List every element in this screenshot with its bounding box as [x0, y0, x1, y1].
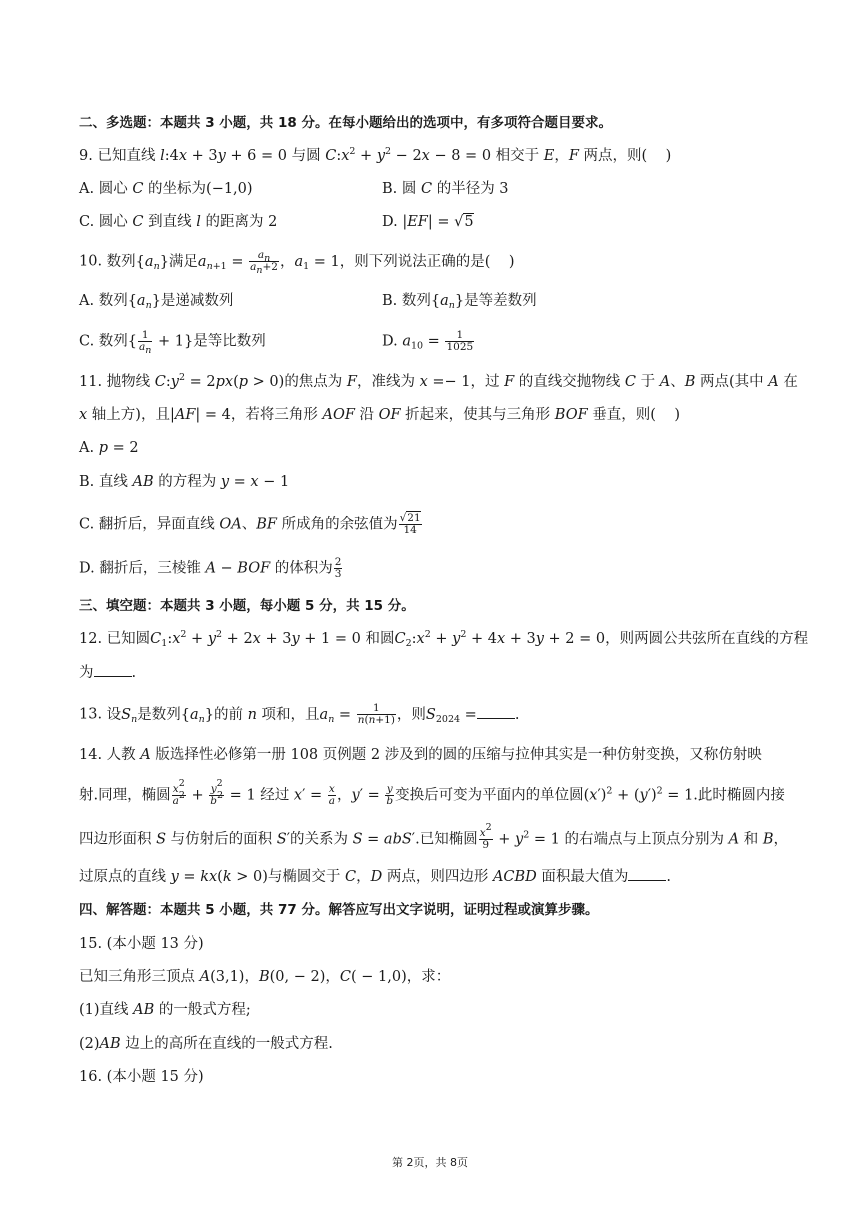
question-15-stem: 已知三角形三顶点 A(3,1)，B(0, − 2)，C( − 1,0)，求：: [79, 969, 451, 985]
q11-option-d[interactable]: D. 翻折后，三棱锥 A − BOF 的体积为 $\frac{2}{3}$: [79, 556, 342, 580]
question-15-part-1: (1)直线 AB 的一般式方程;: [79, 1002, 251, 1018]
q11-option-a[interactable]: A. p = 2: [79, 440, 139, 456]
q11-option-b[interactable]: B. 直线 AB 的方程为 y = x − 1: [79, 474, 290, 490]
section-heading-fill-blank: 三、填空题：本题共 3 小题，每小题 5 分，共 15 分。: [79, 598, 415, 614]
question-number: 11.: [79, 374, 103, 390]
question-12-line-2: 为 .: [79, 665, 137, 681]
question-number: 13.: [79, 706, 103, 723]
q9-option-a[interactable]: A. 圆心 C 的坐标为(−1,0): [79, 181, 253, 197]
question-15-part-2: (2)AB 边上的高所在直线的一般式方程.: [79, 1036, 333, 1052]
question-number: 16.: [79, 1069, 103, 1085]
q9-option-b[interactable]: B. 圆 C 的半径为 3: [382, 181, 509, 197]
question-number: 15.: [79, 936, 103, 952]
question-12-line-1: 12. 已知圆$C_1:x^2 + y^2 + 2x + 3y + 1 = 0$ 和圆$C_2:x^2 + y^2 + 4x + 3y + 2 = 0$，则两圆公共弦所在直线的方程: [79, 629, 809, 649]
question-14-line-1: 14. 人教 A 版选择性必修第一册 108 页例题 2 涉及到的圆的压缩与拉伸其实是一种仿射变换，又称仿射映: [79, 747, 762, 763]
question-points: (本小题 13 分): [106, 936, 204, 952]
q11-option-c[interactable]: C. 翻折后，异面直线 OA、BF 所成角的余弦值为 $\frac{√21}{14}$: [79, 512, 421, 536]
q9-option-d[interactable]: D. |EF| = √5: [382, 214, 474, 230]
question-10-stem: 10. 数列$\{a_n\}$满足$a_{n+1}$ = $\frac{a_n}{a_n+2}$ ，$a_1 = 1$，则下列说法正确的是( ): [79, 249, 515, 276]
answer-blank[interactable]: [477, 706, 515, 719]
question-14-line-3: 四边形面积 S 与仿射后的面积 S′的关系为 S = abS′.已知椭圆 $\frac{x^2}{9}$ + $y^2 = 1$ 的右端点与上顶点分别为 A 和 B，: [79, 822, 788, 851]
question-number: 14.: [79, 747, 103, 763]
question-number: 10.: [79, 253, 103, 270]
question-15-header: [79, 935, 204, 953]
q10-option-a[interactable]: A. 数列$\{a_n\}$是递减数列: [79, 293, 234, 311]
answer-blank[interactable]: [628, 868, 666, 881]
question-16-header: [79, 1068, 204, 1086]
question-14-line-2: 射.同理，椭圆 $\frac{x^2}{a^2}$ + $\frac{y^2}{b^2}$ = 1 经过 x′ = $\frac{x}{a}$ ，y′ = $\frac{y}{b}$ 变换后可变为平面内的单位圆$(x')^2 + (y')^2 = 1$.此时椭圆内接: [79, 778, 785, 807]
question-13-stem: 13. 设$S_n$是数列$\{a_n\}$的前 n 项和，且$a_n$ = $\frac{1}{n(n+1)}$ ，则$S_{2024}$ = .: [79, 702, 520, 726]
question-number: 12.: [79, 631, 103, 647]
q10-option-d[interactable]: D. $a_{10}$ = $\frac{1}{1025}$: [382, 329, 474, 353]
question-number: 9.: [79, 148, 93, 164]
q9-option-c[interactable]: C. 圆心 C 到直线 l 的距离为 2: [79, 214, 278, 230]
answer-blank[interactable]: [94, 664, 132, 677]
question-11-line-2: x 轴上方)，且|AF| = 4，若将三角形 AOF 沿 OF 折起来，使其与三角形 BOF 垂直，则( ): [79, 407, 681, 423]
question-points: (本小题 15 分): [106, 1069, 204, 1085]
q10-option-b[interactable]: B. 数列$\{a_n\}$是等差数列: [382, 293, 537, 311]
question-9-stem: 9. 已知直线 l:4x + 3y + 6 = 0 与圆 $C:x^2 + y^2 - 2x - 8 = 0$ 相交于 E，F 两点，则( ): [79, 146, 672, 164]
section-heading-multiple-choice: 二、多选题：本题共 3 小题，共 18 分。在每小题给出的选项中，有多项符合题目要求。: [79, 115, 612, 131]
question-11-line-1: 11. 抛物线 $C:y^2 = 2px(p > 0)$的焦点为 F，准线为 x =− 1，过 F 的直线交抛物线 C 于 A、B 两点(其中 A 在: [79, 372, 798, 390]
page-footer: 第 2页，共 8页: [392, 1156, 468, 1169]
section-heading-answer: 四、解答题：本题共 5 小题，共 77 分。解答应写出文字说明，证明过程或演算步骤。: [79, 902, 599, 918]
q10-option-c[interactable]: C. 数列{ $\frac{1}{a_n}$ + 1}是等比数列: [79, 329, 266, 356]
question-14-line-4: 过原点的直线 y = kx(k > 0)与椭圆交于 C，D 两点，则四边形 ACBD 面积最大值为 .: [79, 869, 672, 885]
